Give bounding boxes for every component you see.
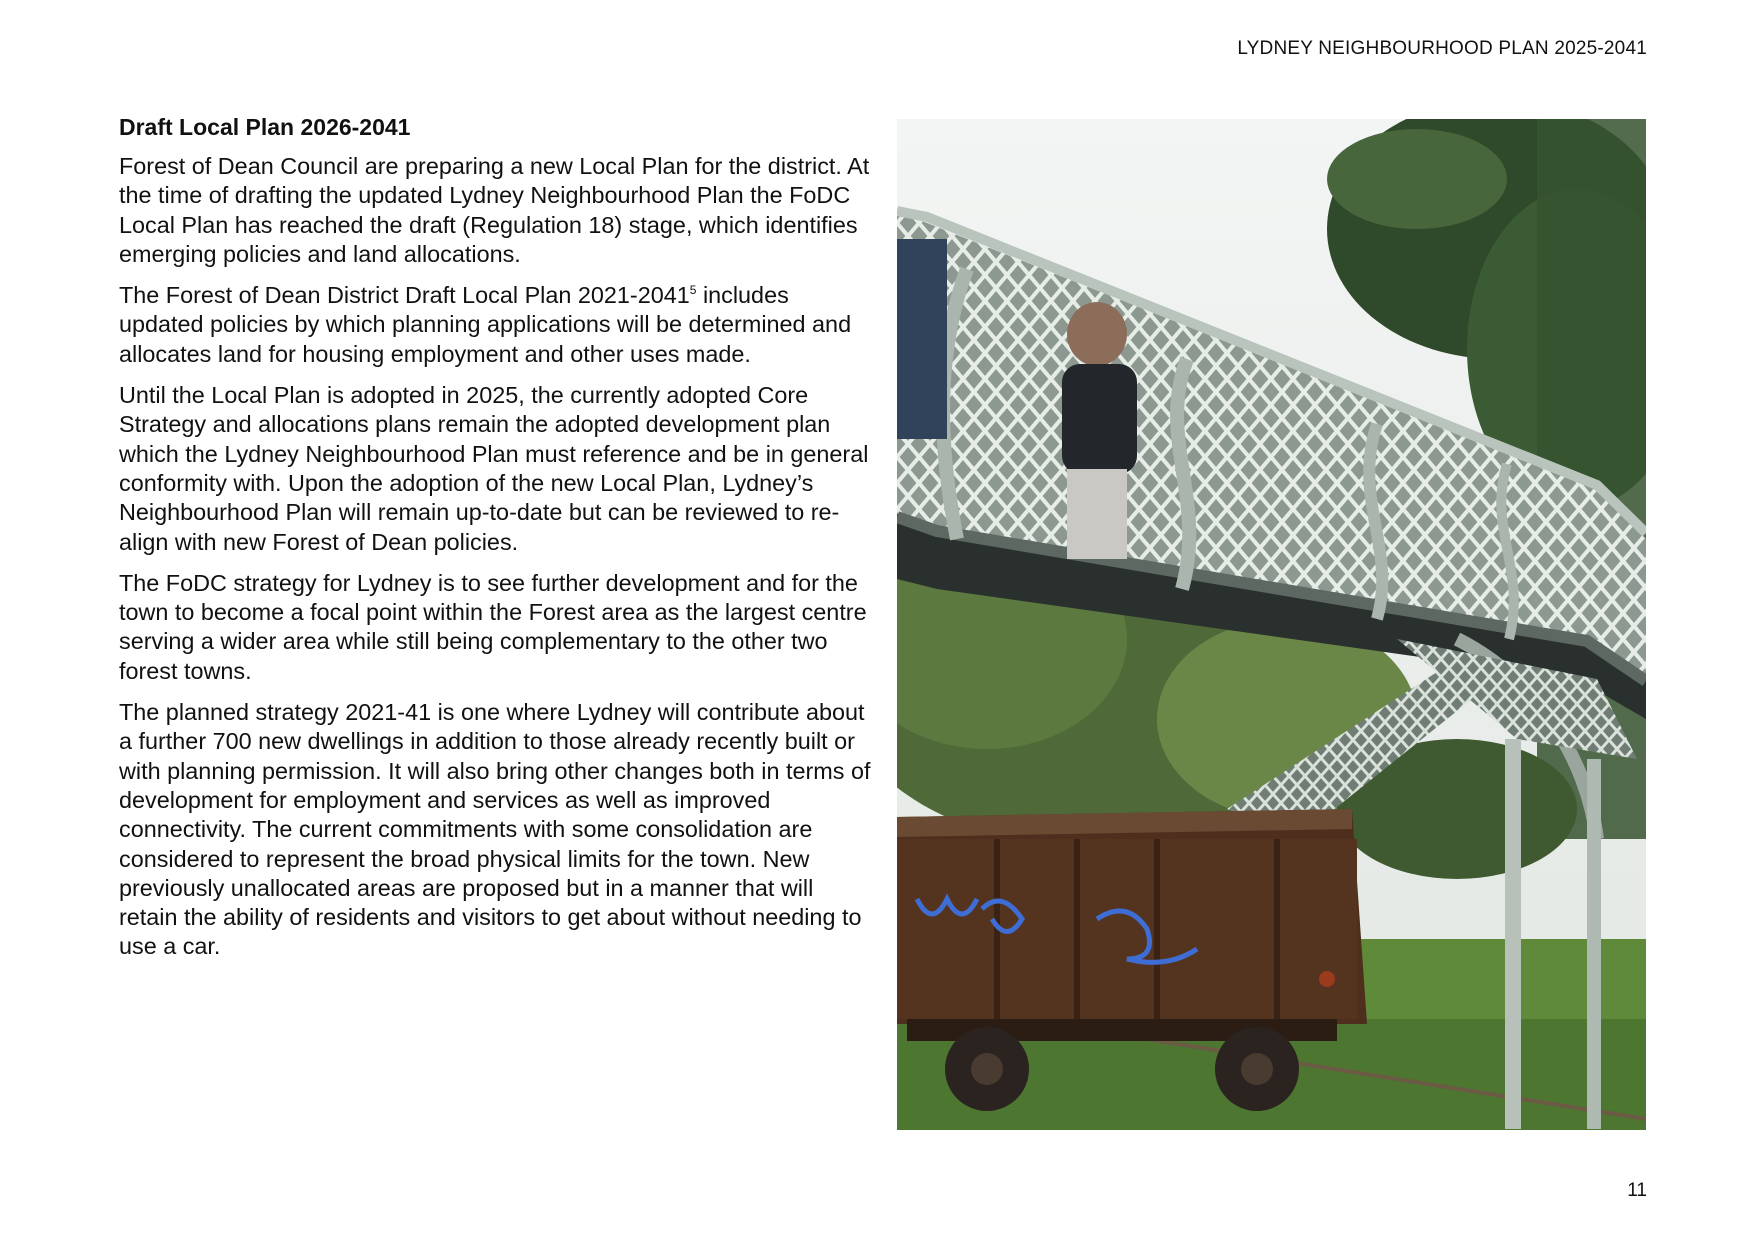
- paragraph-2-text: The Forest of Dean District Draft Local Plan 2021-2041: [119, 282, 690, 309]
- paragraph-4: The FoDC strategy for Lydney is to see further development and for the town to become a focal point within the Forest area as the largest centre serving a wider area while still being complementary to the other two forest towns.: [119, 569, 867, 684]
- section-heading: Draft Local Plan 2026-2041: [119, 114, 411, 140]
- main-text-column: [119, 112, 871, 974]
- photo-footbridge-railway-wagon: [897, 119, 1646, 1130]
- paragraph-5: The planned strategy 2021-41 is one where Lydney will contribute about a further 700 new dwellings in addition to those already recently built or with planning permission. It will also bring other changes both in terms of development for employment and services as well as improved connectivity. The current commitments with some consolidation are considered to represent the broad physical limits for the town. New previously unallocated areas are proposed but in a manner that will retain the ability of residents and visitors to get about without needing to use a car.: [119, 699, 871, 960]
- page-number: 11: [1627, 1180, 1647, 1201]
- paragraph-2: [119, 281, 871, 369]
- paragraph-2-text-cont: includes updated policies by which planning applications will be determined and allocates land for housing employment and other uses made.: [119, 282, 852, 367]
- running-header: LYDNEY NEIGHBOURHOOD PLAN 2025-2041: [1237, 38, 1647, 59]
- paragraph-1: Forest of Dean Council are preparing a new Local Plan for the district. At the time of drafting the updated Lydney Neighbourhood Plan the FoDC Local Plan has reached the draft (Regulation 18) stage, which identifies emerging policies and land allocations.: [119, 153, 870, 267]
- paragraph-3: Until the Local Plan is adopted in 2025, the currently adopted Core Strategy and allocations plans remain the adopted development plan which the Lydney Neighbourhood Plan must reference and be in general conformity with. Upon the adoption of the new Local Plan, Lydney’s Neighbourhood Plan will remain up-to-date but can be reviewed to re-align with new Forest of Dean policies.: [119, 382, 869, 555]
- footnote-marker[interactable]: 5: [689, 283, 697, 298]
